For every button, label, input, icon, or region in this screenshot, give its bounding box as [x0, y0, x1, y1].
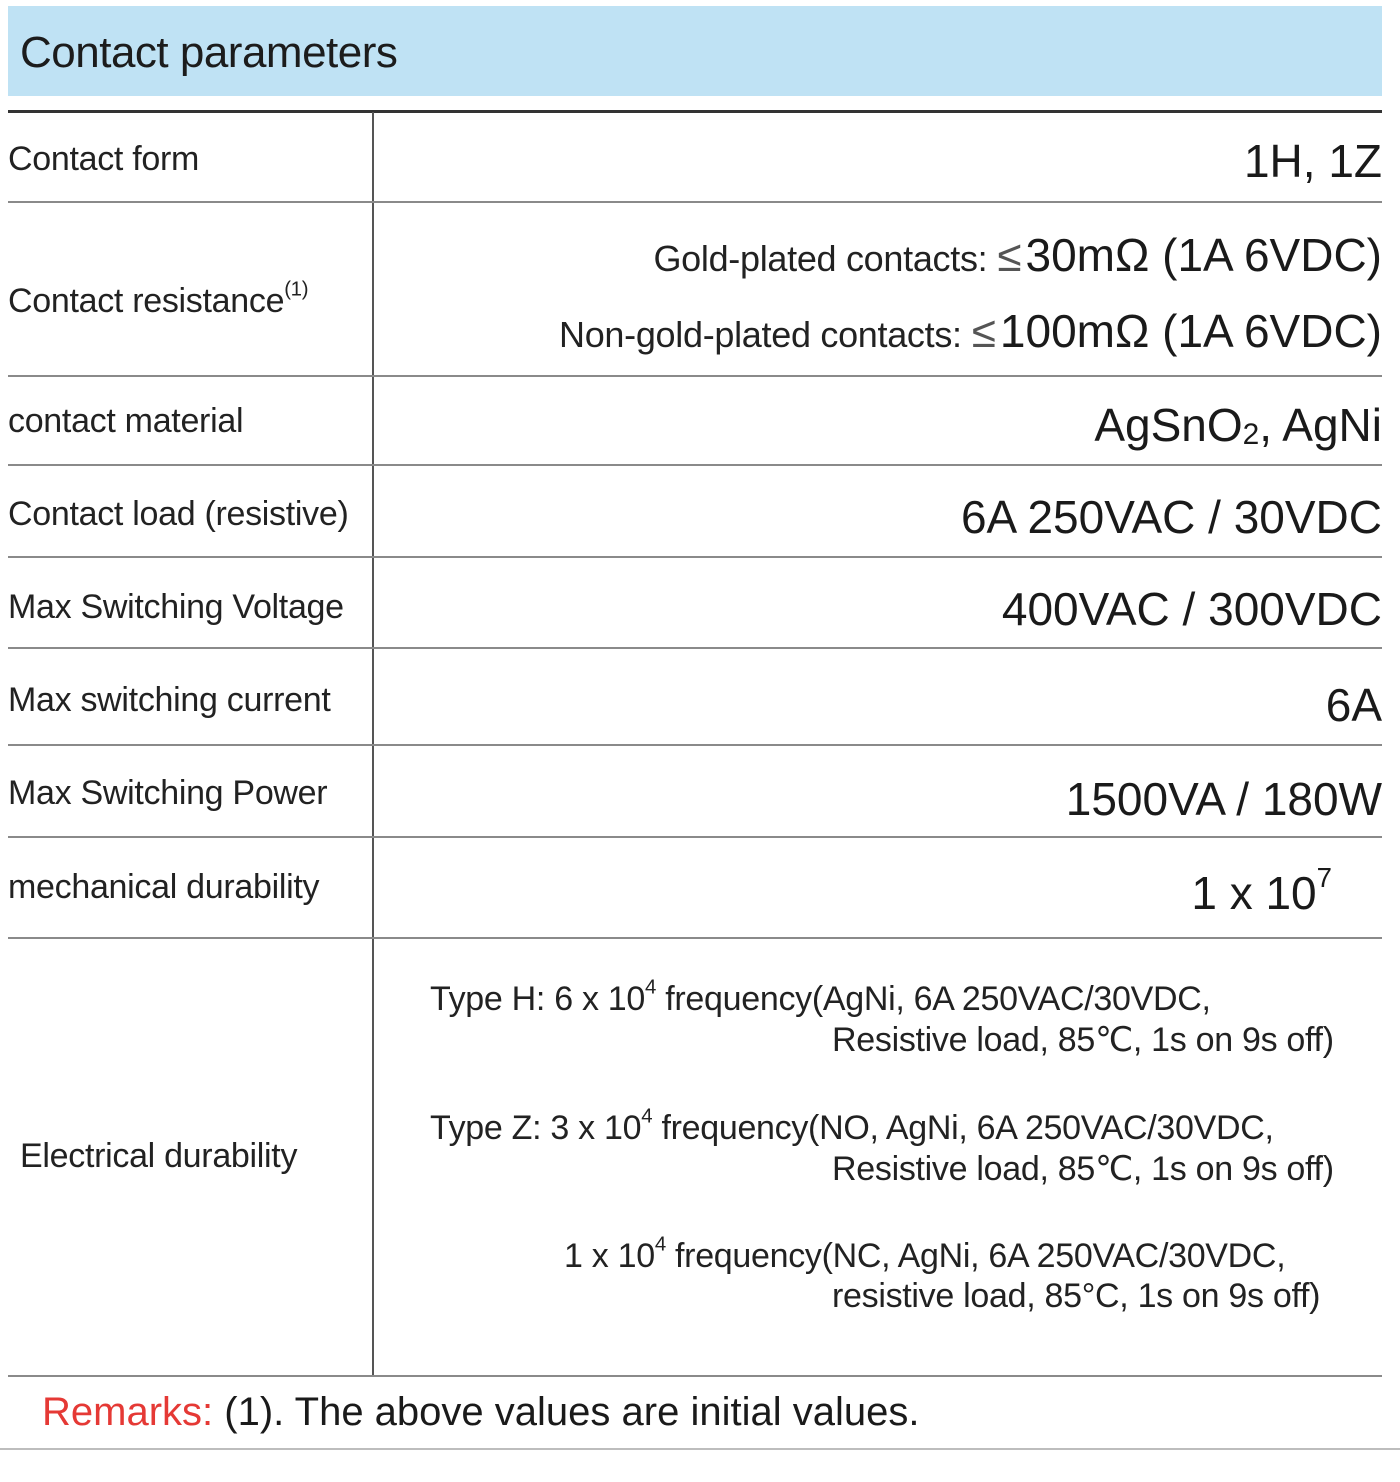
max-voltage-label: Max Switching Voltage	[8, 588, 344, 626]
row-divider	[8, 647, 1382, 649]
gold-plated-resistance: Gold-plated contacts: ≤30mΩ (1A 6VDC)	[653, 229, 1382, 281]
type-h-line-2: Resistive load, 85℃, 1s on 9s off)	[832, 1021, 1334, 1059]
row-divider	[8, 201, 1382, 203]
section-title: Contact parameters	[20, 28, 398, 77]
non-gold-plated-resistance: Non-gold-plated contacts: ≤100mΩ (1A 6VDC)	[559, 305, 1382, 357]
row-divider	[8, 836, 1382, 838]
less-equal-symbol: ≤	[971, 308, 996, 357]
mechanical-durability-label: mechanical durability	[8, 868, 320, 906]
nc-line-1: 1 x $10^4$ frequency(NC, AgNi, 6A 250VAC/30VDC,	[564, 1233, 1286, 1275]
electrical-durability-label: Electrical durability	[20, 1137, 298, 1175]
type-h-line-1: Type H: 6 x $10^4$ frequency(AgNi, 6A 250VAC/30VDC,	[430, 976, 1211, 1018]
row-divider	[8, 744, 1382, 746]
row-divider	[8, 937, 1382, 939]
footnote-marker: (1)	[284, 278, 309, 301]
contact-load-value: 6A 250VAC / 30VDC	[960, 491, 1382, 543]
type-z-line-2: Resistive load, 85℃, 1s on 9s off)	[832, 1150, 1334, 1188]
contact-material-value: AgSnO$_2$, AgNi	[1094, 399, 1382, 451]
page-bottom-divider	[0, 1448, 1400, 1450]
contact-material-label: contact material	[8, 402, 244, 440]
contact-resistance-label: Contact resistance$^{(1)}$	[8, 278, 309, 320]
row-divider	[8, 375, 1382, 377]
max-power-label: Max Switching Power	[8, 774, 328, 812]
remarks-text: (1). The above values are initial values.	[213, 1390, 920, 1434]
type-z-line-1: Type Z: 3 x $10^4$ frequency(NO, AgNi, 6A 250VAC/30VDC,	[430, 1105, 1274, 1147]
row-divider	[8, 464, 1382, 466]
section-header	[8, 6, 1382, 96]
table-top-border	[8, 110, 1382, 113]
less-equal-symbol: ≤	[997, 232, 1022, 281]
max-current-value: 6A	[1325, 679, 1382, 731]
remarks-label: Remarks:	[42, 1390, 214, 1434]
contact-load-label: Contact load (resistive)	[8, 495, 349, 533]
max-voltage-value: 400VAC / 300VDC	[1001, 583, 1382, 635]
max-current-label: Max switching current	[8, 681, 331, 719]
row-divider	[8, 556, 1382, 558]
table-bottom-border	[8, 1375, 1382, 1377]
max-power-value: 1500VA / 180W	[1065, 773, 1382, 825]
contact-form-label: Contact form	[8, 140, 200, 178]
nc-line-2: resistive load, 85°C, 1s on 9s off)	[832, 1277, 1321, 1315]
mechanical-durability-value: 1 x $10^7$	[1191, 861, 1332, 919]
remarks	[42, 1390, 919, 1435]
contact-form-value: 1H, 1Z	[1243, 135, 1382, 187]
